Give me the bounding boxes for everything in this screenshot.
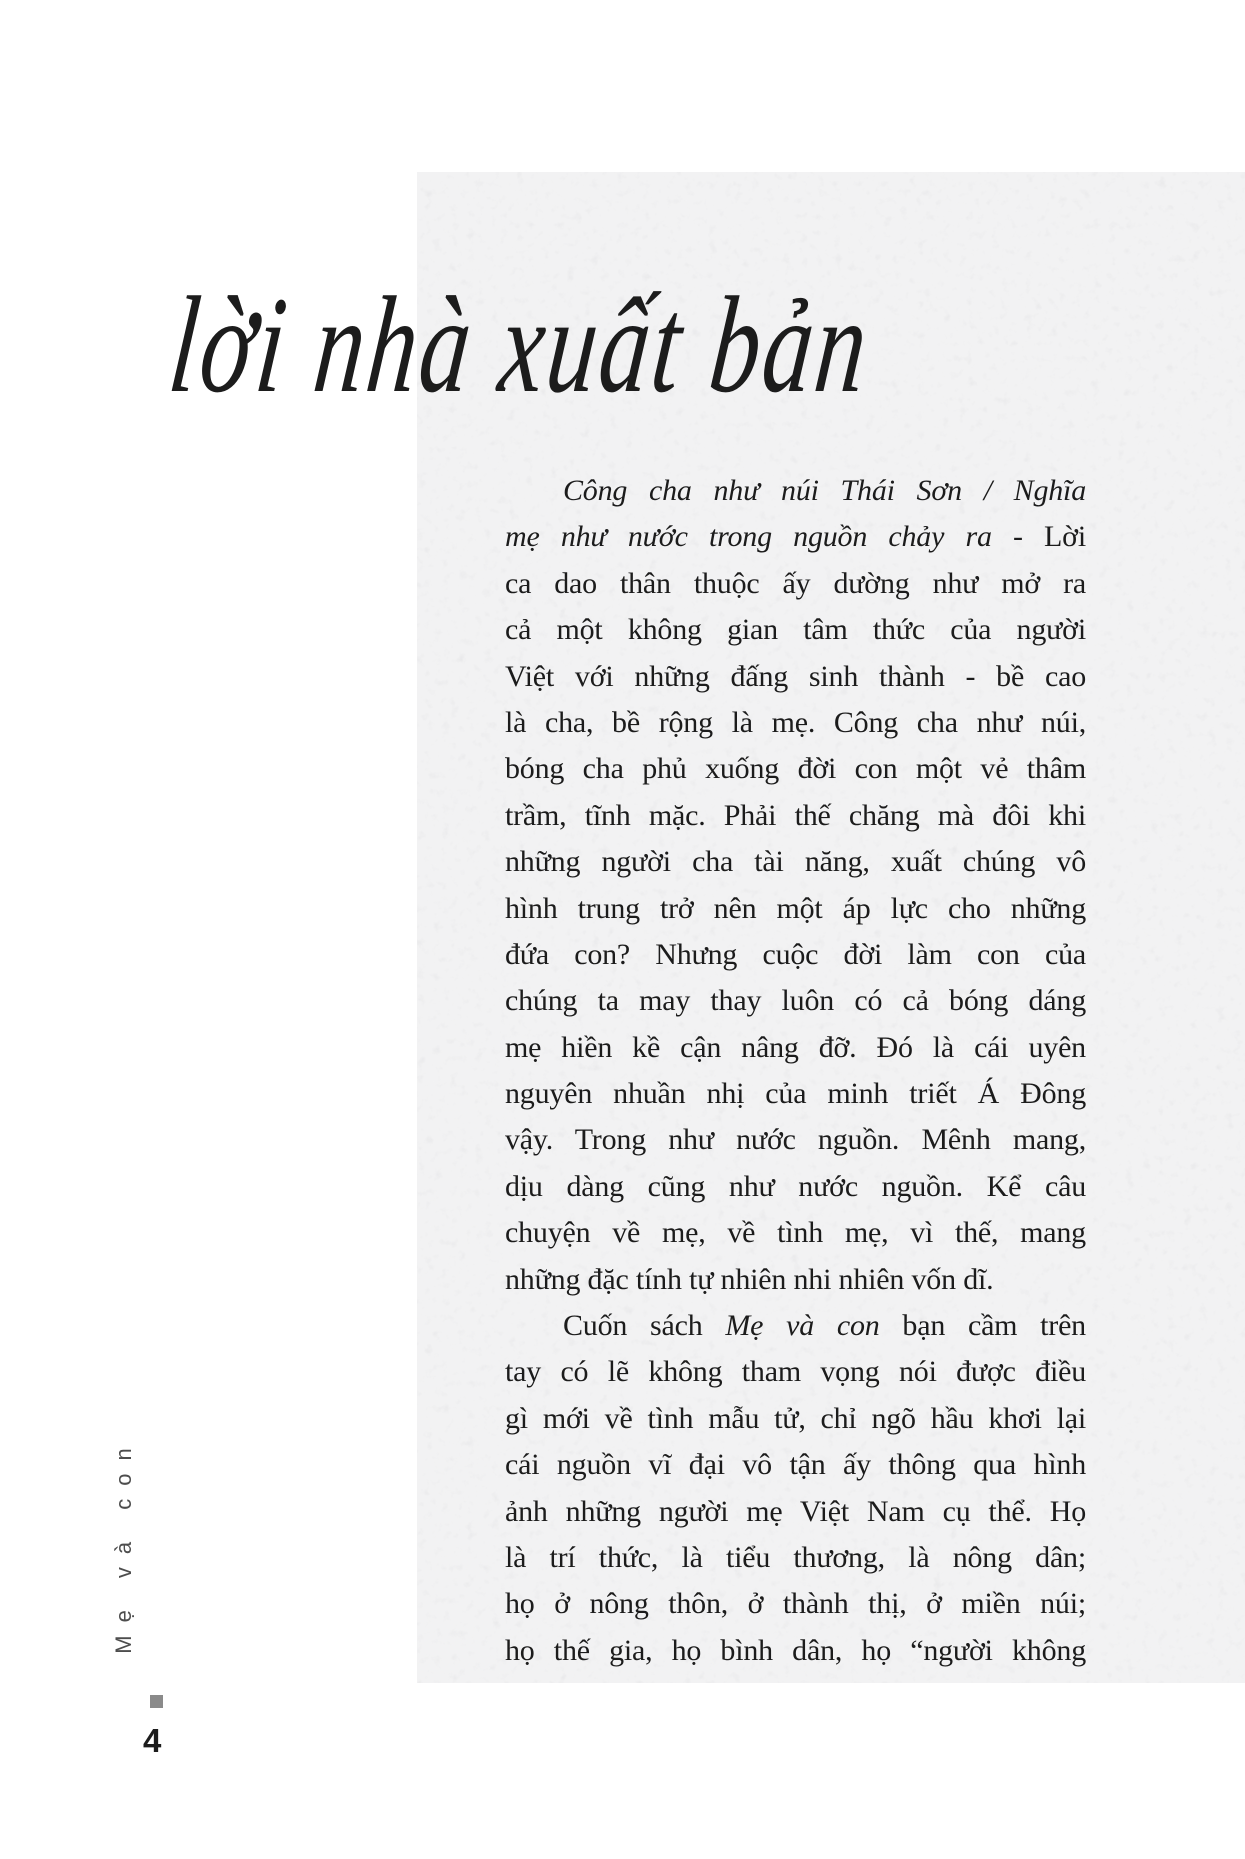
body-line (505, 1581, 1086, 1627)
body-line (505, 1442, 1086, 1488)
body-line (505, 654, 1086, 700)
body-text: hình trung trở nên một áp lực cho những (505, 891, 1086, 925)
body-text: bóng cha phủ xuống đời con một vẻ thâm (505, 752, 1086, 786)
body-line (505, 1025, 1086, 1071)
body-text: là cha, bề rộng là mẹ. Công cha như núi, (505, 705, 1086, 739)
body-text: Việt với những đấng sinh thành - bề cao (505, 659, 1086, 693)
body-text-italic: Công cha như núi Thái Sơn / Nghĩa (563, 474, 1086, 507)
body-text: tay có lẽ không tham vọng nói được điều (505, 1355, 1086, 1389)
body-line (505, 1489, 1086, 1535)
body-line (505, 1164, 1086, 1210)
body-text: họ ở nông thôn, ở thành thị, ở miền núi; (505, 1587, 1086, 1621)
page-number: 4 (143, 1722, 162, 1759)
body-line (505, 978, 1086, 1024)
body-text: những đặc tính tự nhiên nhi nhiên vốn dĩ. (505, 1262, 994, 1296)
body-line (505, 839, 1086, 885)
body-line (505, 1117, 1086, 1163)
body-line (505, 1303, 1086, 1349)
body-text: chuyện về mẹ, về tình mẹ, vì thế, mang (505, 1216, 1086, 1250)
body-text-italic: Mẹ và con (725, 1309, 880, 1343)
body-line (505, 1257, 1086, 1303)
body-text: là trí thức, là tiểu thương, là nông dân; (505, 1540, 1086, 1574)
body-text: ảnh những người mẹ Việt Nam cụ thể. Họ (505, 1494, 1086, 1528)
body-line (505, 561, 1086, 607)
body-line (505, 1628, 1086, 1674)
body-text: cái nguồn vĩ đại vô tận ấy thông qua hình (505, 1448, 1086, 1482)
body-text: ca dao thân thuộc ấy dường như mở ra (505, 566, 1086, 600)
body-text: mẹ hiền kề cận nâng đỡ. Đó là cái uyên (505, 1030, 1086, 1064)
body-text: Cuốn sách (563, 1309, 726, 1343)
body-line (505, 932, 1086, 978)
body-line (505, 607, 1086, 653)
body-text: đứa con? Nhưng cuộc đời làm con của (505, 937, 1086, 971)
body-line (505, 886, 1086, 932)
text-column (505, 468, 1086, 1674)
body-line (505, 746, 1086, 792)
body-text: vậy. Trong như nước nguồn. Mênh mang, (505, 1123, 1086, 1157)
body-text: gì mới về tình mẫu tử, chỉ ngõ hầu khơi lại (505, 1401, 1086, 1435)
body-text: cả một không gian tâm thức của người (505, 613, 1086, 647)
body-line (505, 1071, 1086, 1117)
body-text: dịu dàng cũng như nước nguồn. Kể câu (505, 1169, 1086, 1203)
body-text: - Lời (991, 520, 1086, 554)
chapter-title: lời nhà xuất bản (163, 268, 877, 421)
body-line (505, 1349, 1086, 1395)
body-line (505, 1535, 1086, 1581)
body-line (505, 514, 1086, 560)
body-text: họ thế gia, họ bình dân, họ “người không (505, 1633, 1086, 1667)
body-text: trầm, tĩnh mặc. Phải thế chăng mà đôi khi (505, 798, 1086, 832)
body-line (505, 1396, 1086, 1442)
body-line (505, 700, 1086, 746)
body-text: bạn cầm trên (879, 1309, 1086, 1343)
spine-book-title: Mẹ và con (111, 1435, 136, 1654)
body-text: nguyên nhuần nhị của minh triết Á Đông (505, 1077, 1086, 1111)
body-text-italic: mẹ như nước trong nguồn chảy ra (505, 520, 992, 554)
body-text: những người cha tài năng, xuất chúng vô (505, 845, 1086, 879)
body-text: chúng ta may thay luôn có cả bóng dáng (505, 984, 1086, 1018)
body-line (505, 468, 1086, 514)
body-line (505, 1210, 1086, 1256)
body-line (505, 793, 1086, 839)
square-bullet-icon (150, 1695, 163, 1708)
